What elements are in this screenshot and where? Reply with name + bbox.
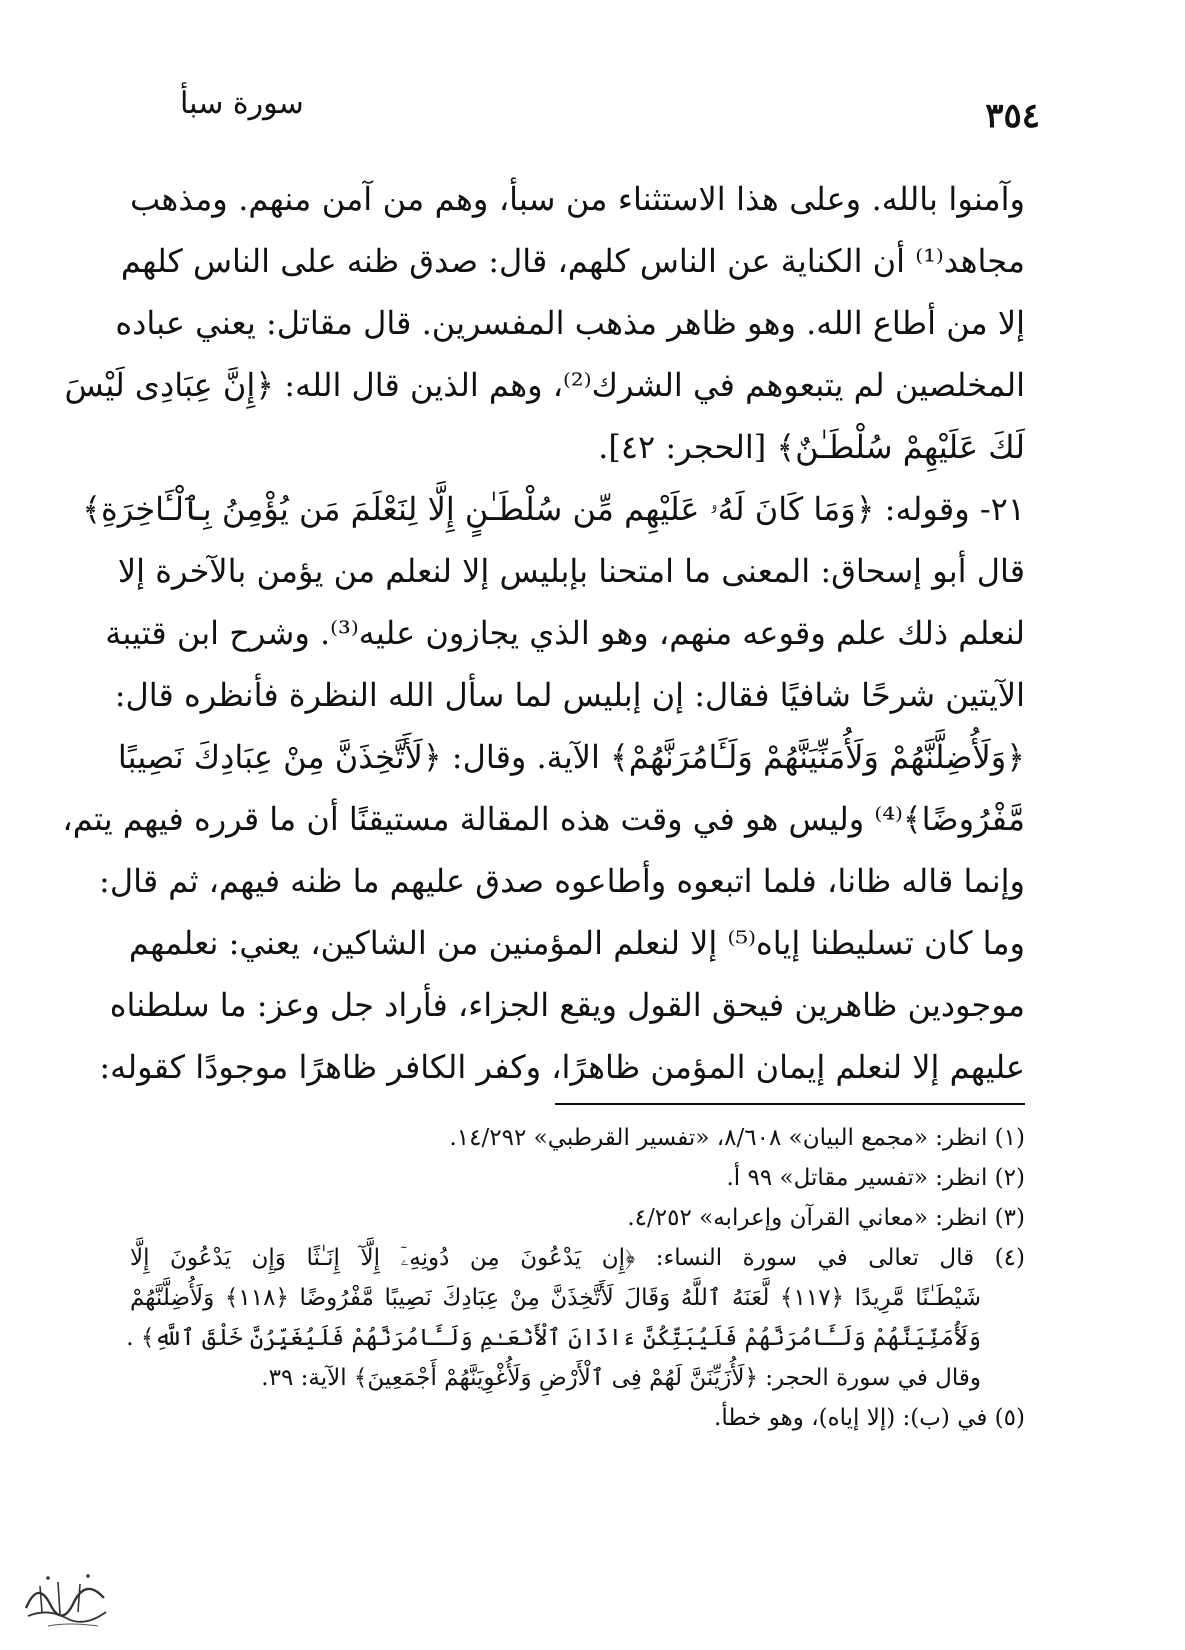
- library-logo-watermark: [18, 1568, 113, 1633]
- footnote-4-continued: وقال في سورة الحجر: ﴿لَأُزَيِّنَنَّ لَهُمْ فِى ٱلْأَرْضِ وَلَأُغْوِيَنَّهُمْ أَجْمَعِينَ﴾ الآية: ٣٩.: [261, 1365, 981, 1391]
- text-line: وآمنوا بالله. وعلى هذا الاستثناء من سبأ، وهم من آمن منهم. ومذهب: [130, 180, 1025, 218]
- text-line: لنعلم ذلك علم وقوعه منهم، وهو الذي يجازون عليه⁽³⁾. وشرح ابن قتيبة: [105, 614, 1025, 652]
- text-line: ﴿وَلَأُضِلَّنَّهُمْ وَلَأُمَنِّيَنَّهُمْ وَلَـَٔامُرَنَّهُمْ﴾ الآية. وقال: ﴿لَأَتَّخِذَنَّ مِنْ عِبَادِكَ نَصِيبًا: [117, 738, 1025, 776]
- text-line: عليهم إلا لنعلم إيمان المؤمن ظاهرًا، وكفر الكافر ظاهرًا موجودًا كقوله:: [99, 1048, 1025, 1086]
- footnote-1: (١) انظر: «مجمع البيان» ٨/٦٠٨، «تفسير القرطبي» ١٤/٢٩٢.: [449, 1125, 1025, 1151]
- text-line: ٢١- وقوله: ﴿وَمَا كَانَ لَهُۥ عَلَيْهِم مِّن سُلْطَـٰنٍ إِلَّا لِنَعْلَمَ مَن يُؤْمِنُ بِٱلْـَٔاخِرَةِ﴾: [82, 490, 1025, 528]
- text-line: لَكَ عَلَيْهِمْ سُلْطَـٰنٌ﴾ [الحجر: ٤٢].: [598, 428, 1025, 466]
- footnote-4: (٤) قال تعالى في سورة النساء: ﴿إِن يَدْعُونَ مِن دُونِهِۦٓ إِلَّآ إِنَـٰثًا وَإِن يَدْعُونَ إِلَّا: [130, 1245, 1025, 1271]
- text-line: وإنما قاله ظانا، فلما اتبعوه وأطاعوه صدق عليهم ما ظنه فيهم، ثم قال:: [99, 862, 1025, 900]
- footnote-2: (٢) انظر: «تفسير مقاتل» ٩٩ أ.: [726, 1165, 1025, 1191]
- text-line: مَّفْرُوضًا﴾⁽⁴⁾ وليس هو في وقت هذه المقالة مستيقنًا أن ما قرره فيهم يتم،: [62, 800, 1025, 838]
- text-line: إلا من أطاع الله. وهو ظاهر مذهب المفسرين. قال مقاتل: يعني عباده: [115, 304, 1025, 342]
- running-title: سورة سبأ: [180, 86, 304, 121]
- footnote-divider: [555, 1103, 1025, 1105]
- footnote-4-continued: وَلَأُمَنِّيَنَّهُمْ وَلَـَٔامُرَنَّهُمْ فَلَيُبَتِّكُنَّ ءَاذَانَ ٱلْأَنْعَـٰمِ وَلَـَٔامُرَنَّهُمْ فَلَيُغَيِّرُنَّ خَلْقَ ٱللَّهِ﴾ .: [126, 1325, 981, 1351]
- footnote-5: (٥) في (ب): (إلا إياه)، وهو خطأ.: [714, 1405, 1025, 1431]
- text-line: الآيتين شرحًا شافيًا فقال: إن إبليس لما سأل الله النظرة فأنظره قال:: [114, 676, 1025, 714]
- footnote-4-continued: شَيْطَـٰنًا مَّرِيدًا ﴿١١٧﴾ لَّعَنَهُ ٱللَّهُ وَقَالَ لَأَتَّخِذَنَّ مِنْ عِبَادِكَ نَصِيبًا مَّفْرُوضًا ﴿١١٨﴾ وَلَأُضِلَّنَّهُمْ: [130, 1285, 981, 1311]
- text-line: موجودين ظاهرين فيحق القول ويقع الجزاء، فأراد جل وعز: ما سلطناه: [109, 986, 1025, 1024]
- page-header: [140, 78, 1040, 138]
- text-line: وما كان تسليطنا إياه⁽⁵⁾ إلا لنعلم المؤمنين من الشاكين، يعني: نعلمهم: [128, 924, 1025, 962]
- text-line: مجاهد⁽¹⁾ أن الكناية عن الناس كلهم، قال: صدق ظنه على الناس كلهم: [120, 242, 1025, 280]
- text-line: قال أبو إسحاق: المعنى ما امتحنا بإبليس إلا لنعلم من يؤمن بالآخرة إلا: [117, 552, 1025, 590]
- page-number: ٣٥٤: [985, 96, 1040, 136]
- text-line: المخلصين لم يتبعوهم في الشرك⁽²⁾، وهم الذين قال الله: ﴿إِنَّ عِبَادِى لَيْسَ: [64, 366, 1025, 404]
- footnote-3: (٣) انظر: «معاني القرآن وإعرابه» ٤/٢٥٢.: [627, 1205, 1025, 1231]
- main-text: [62, 168, 1025, 1098]
- footnotes: [126, 1118, 1025, 1438]
